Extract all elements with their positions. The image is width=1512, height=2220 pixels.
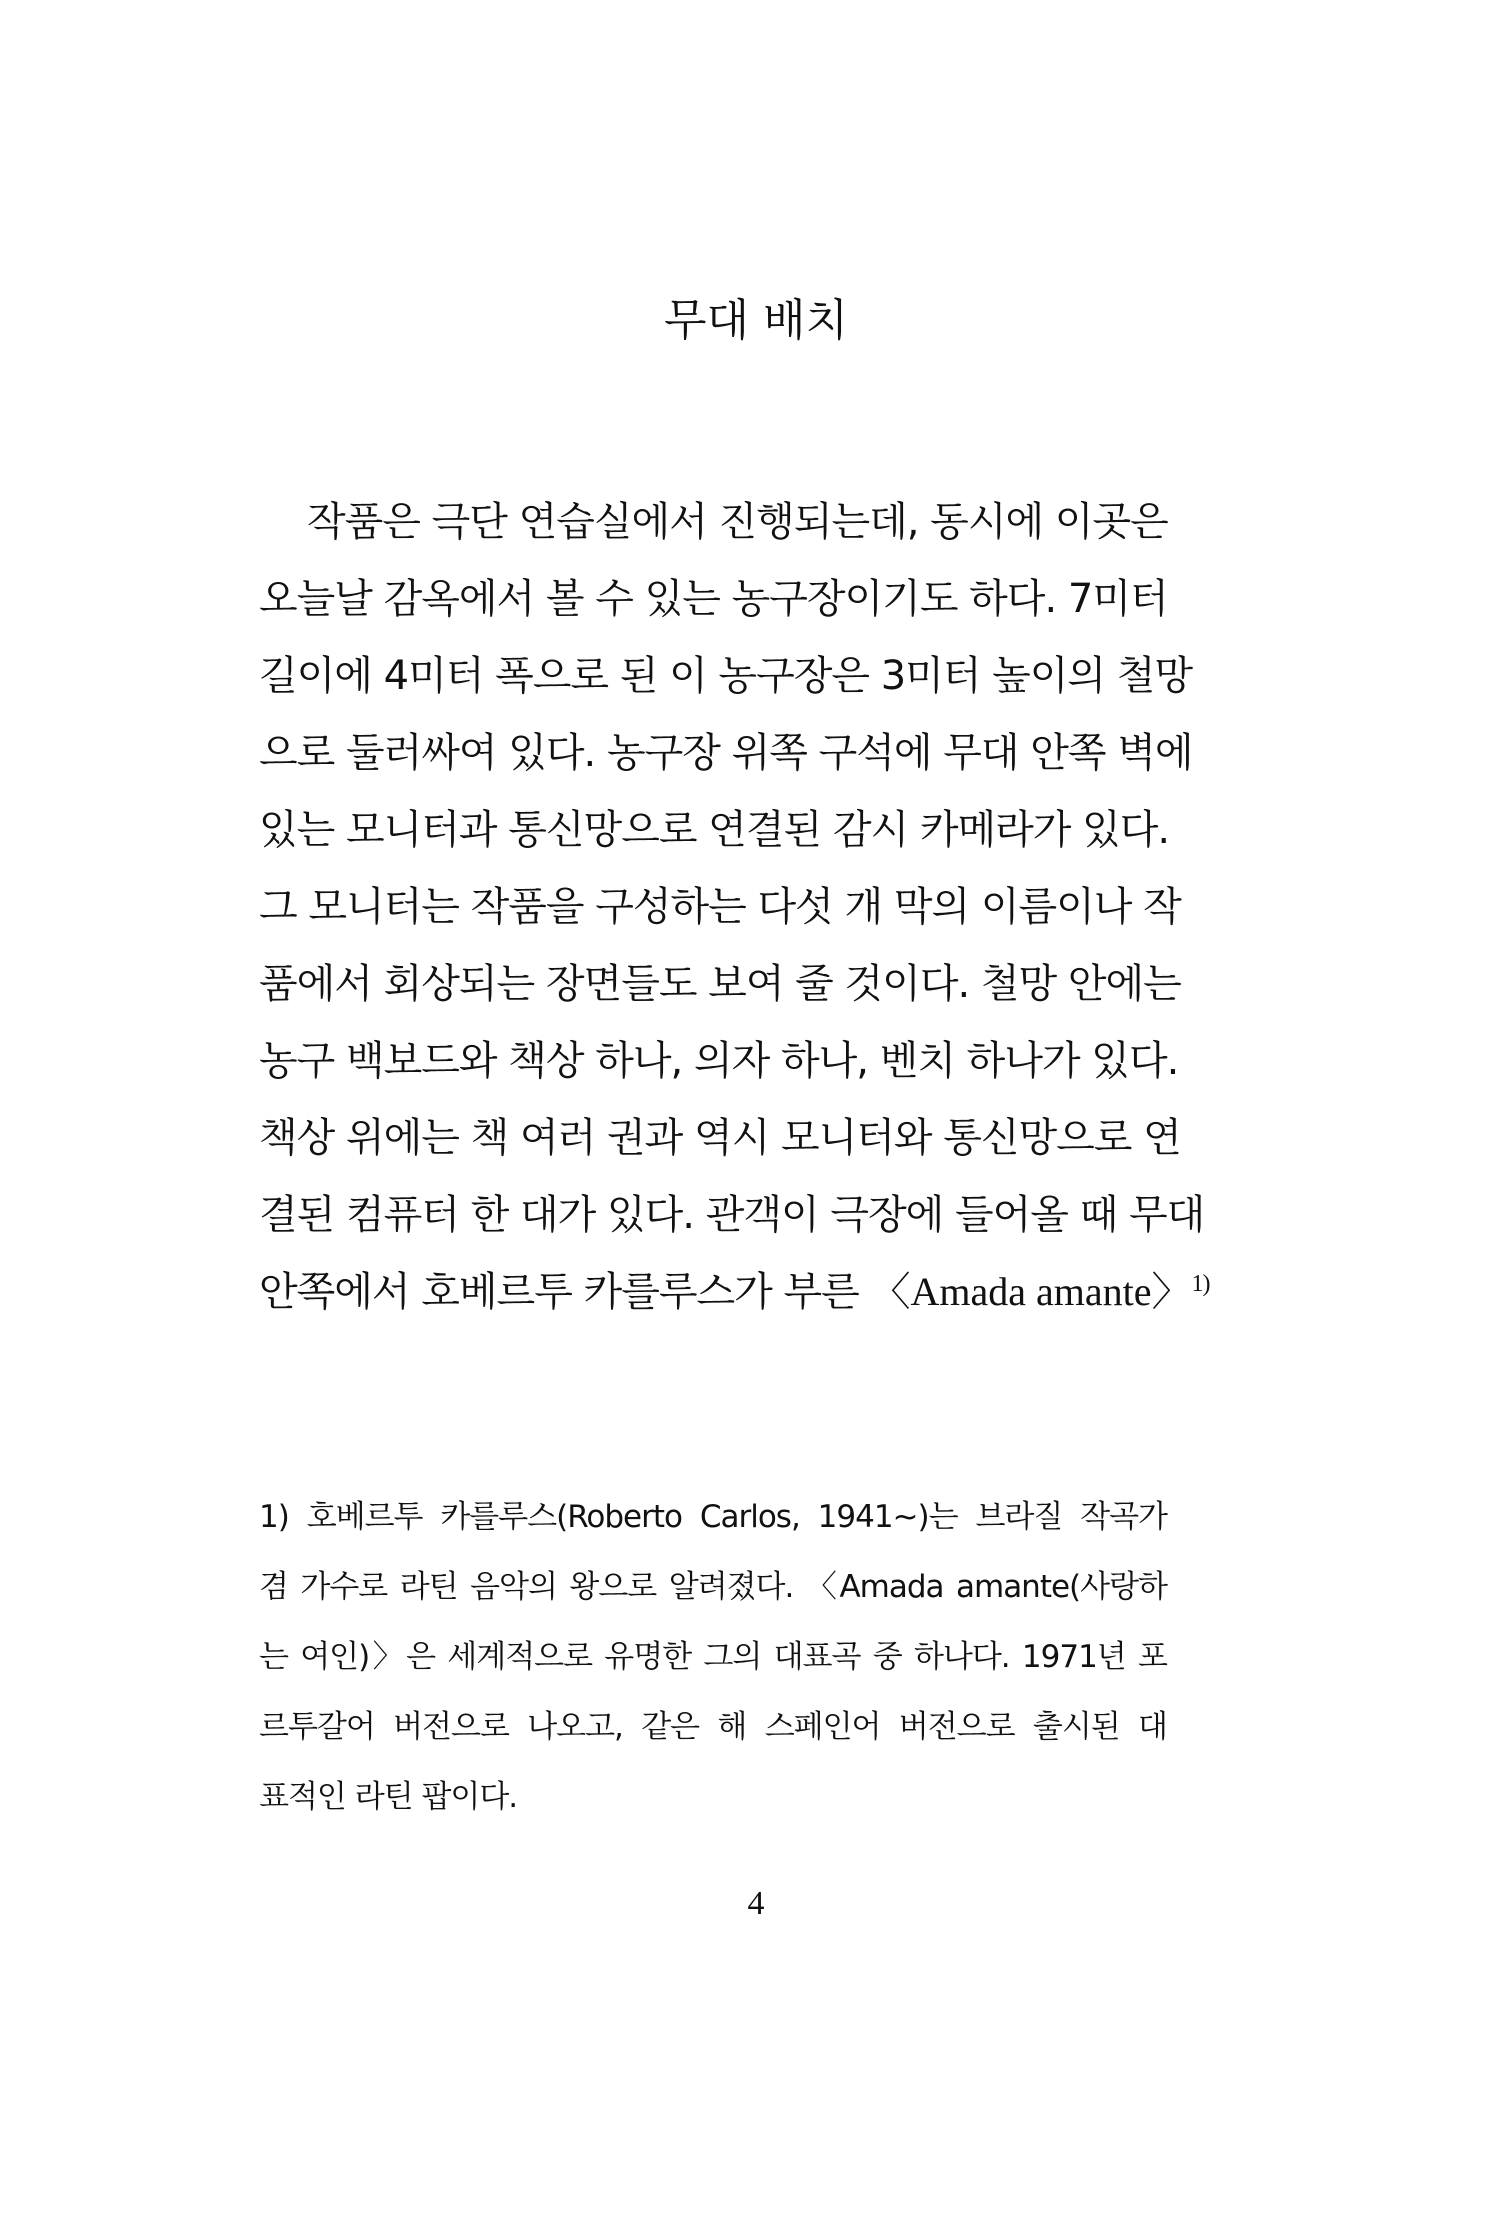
body-paragraph bbox=[259, 492, 1210, 1339]
footnote-line: 르투갈어 버전으로 나오고, 같은 해 스페인어 버전으로 출시된 대 bbox=[259, 1709, 1167, 1745]
song-title: 〈Amada amante〉 bbox=[870, 1269, 1192, 1314]
footnote-line: 는 여인)〉은 세계적으로 유명한 그의 대표곡 중 하나다. 1971년 포 bbox=[259, 1639, 1167, 1675]
body-line: 품에서 회상되는 장면들도 보여 줄 것이다. 철망 안에는 bbox=[259, 961, 1181, 1007]
body-line: 농구 백보드와 책상 하나, 의자 하나, 벤치 하나가 있다. bbox=[259, 1038, 1179, 1084]
body-line: 작품은 극단 연습실에서 진행되는데, 동시에 이곳은 bbox=[307, 499, 1168, 545]
footnote-line: 표적인 라틴 팝이다. bbox=[259, 1779, 518, 1815]
footnote-line: 겸 가수로 라틴 음악의 왕으로 알려졌다. 〈Amada amante(사랑하 bbox=[259, 1569, 1167, 1605]
section-title: 무대 배치 bbox=[663, 295, 848, 347]
body-line: 오늘날 감옥에서 볼 수 있는 농구장이기도 하다. 7미터 bbox=[259, 576, 1168, 622]
body-line: 책상 위에는 책 여러 권과 역시 모니터와 통신망으로 연 bbox=[259, 1115, 1181, 1161]
body-text: 안쪽에서 호베르투 카를루스가 부른 bbox=[259, 1269, 871, 1315]
footnotes bbox=[259, 1492, 1167, 1842]
body-line-last bbox=[259, 1262, 1210, 1339]
body-line: 있는 모니터과 통신망으로 연결된 감시 카메라가 있다. bbox=[259, 807, 1170, 853]
footnote-reference[interactable]: 1) bbox=[1191, 1271, 1210, 1297]
body-line: 결된 컴퓨터 한 대가 있다. 관객이 극장에 들어올 때 무대 bbox=[259, 1192, 1205, 1238]
body-line: 그 모니터는 작품을 구성하는 다섯 개 막의 이름이나 작 bbox=[259, 884, 1181, 930]
body-line: 길이에 4미터 폭으로 된 이 농구장은 3미터 높이의 철망 bbox=[259, 653, 1193, 699]
page-number: 4 bbox=[747, 1885, 765, 1922]
footnote-line: 1) 호베르투 카를루스(Roberto Carlos, 1941~)는 브라질 작곡가 bbox=[259, 1499, 1167, 1535]
body-line: 으로 둘러싸여 있다. 농구장 위쪽 구석에 무대 안쪽 벽에 bbox=[259, 730, 1193, 776]
